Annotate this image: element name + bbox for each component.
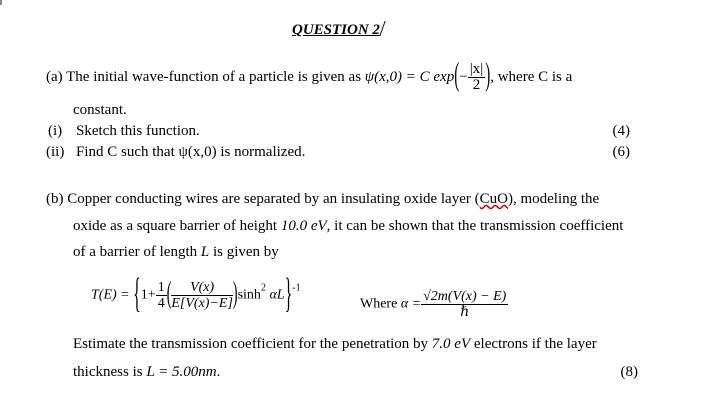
part-b-line1: (b) Copper conducting wires are separated by an insulating oxide layer (CuO), modeling the: [46, 191, 600, 207]
right-paren: ): [485, 58, 491, 94]
transmission-formula: T(E) = {1+ $\frac{1}{4}$ ( $\frac{V(x)}{E[V(x)-E]}$ )$\sinh^2$ αL}$^{-1}$: [91, 272, 301, 317]
page-edge-mark: [0, 0, 2, 5]
part-a-constant-word: constant.: [73, 102, 127, 118]
question-heading: QUESTION 2: [292, 21, 383, 39]
cuo-spellcheck: CuO: [479, 191, 508, 207]
part-b-marks: (8): [620, 364, 638, 380]
alpha-definition: Where α = $\frac{√2m(V(x) - E)}{\text{ℏ}}$: [360, 289, 507, 320]
part-a-label: (a): [46, 68, 63, 85]
left-paren: (: [454, 58, 460, 94]
part-b-line5: thickness is L = 5.00nm.: [73, 364, 221, 380]
minus-sign: −: [459, 68, 468, 85]
psi-definition: ψ(x,0) = C exp: [364, 68, 455, 85]
part-b-line2: oxide as a square barrier of height 10.0 eV, it can be shown that the transmission coefficient: [73, 218, 624, 234]
item-i-marks: (4): [612, 123, 630, 139]
exponent-fraction: $\frac{|x|}{2}$: [469, 61, 484, 93]
alpha-fraction: $\frac{√2m(V(x) - E)}{\text{ℏ}}$: [423, 289, 507, 320]
part-b-line4: Estimate the transmission coefficient for the penetration by 7.0 eV electrons if the layer: [73, 336, 597, 352]
part-a-line1: [46, 58, 573, 94]
item-ii-marks: (6): [612, 144, 630, 160]
text-cursor: [379, 21, 385, 36]
item-ii-number: (ii): [46, 144, 65, 160]
part-a-intro: The initial wave-function of a particle is given as: [66, 68, 362, 85]
part-a-tail: , where C is a: [490, 68, 573, 85]
part-b-label: (b): [46, 191, 64, 207]
potential-fraction: $\frac{V(x)}{E[V(x)-E]}$: [171, 280, 233, 311]
part-b-line3: of a barrier of length L is given by: [73, 244, 279, 260]
item-i-text: Sketch this function.: [76, 123, 200, 139]
quarter-fraction: $\frac{1}{4}$: [157, 280, 165, 311]
item-i-number: (i): [48, 123, 63, 139]
item-ii-text: Find C such that ψ(x,0) is normalized.: [76, 144, 306, 160]
